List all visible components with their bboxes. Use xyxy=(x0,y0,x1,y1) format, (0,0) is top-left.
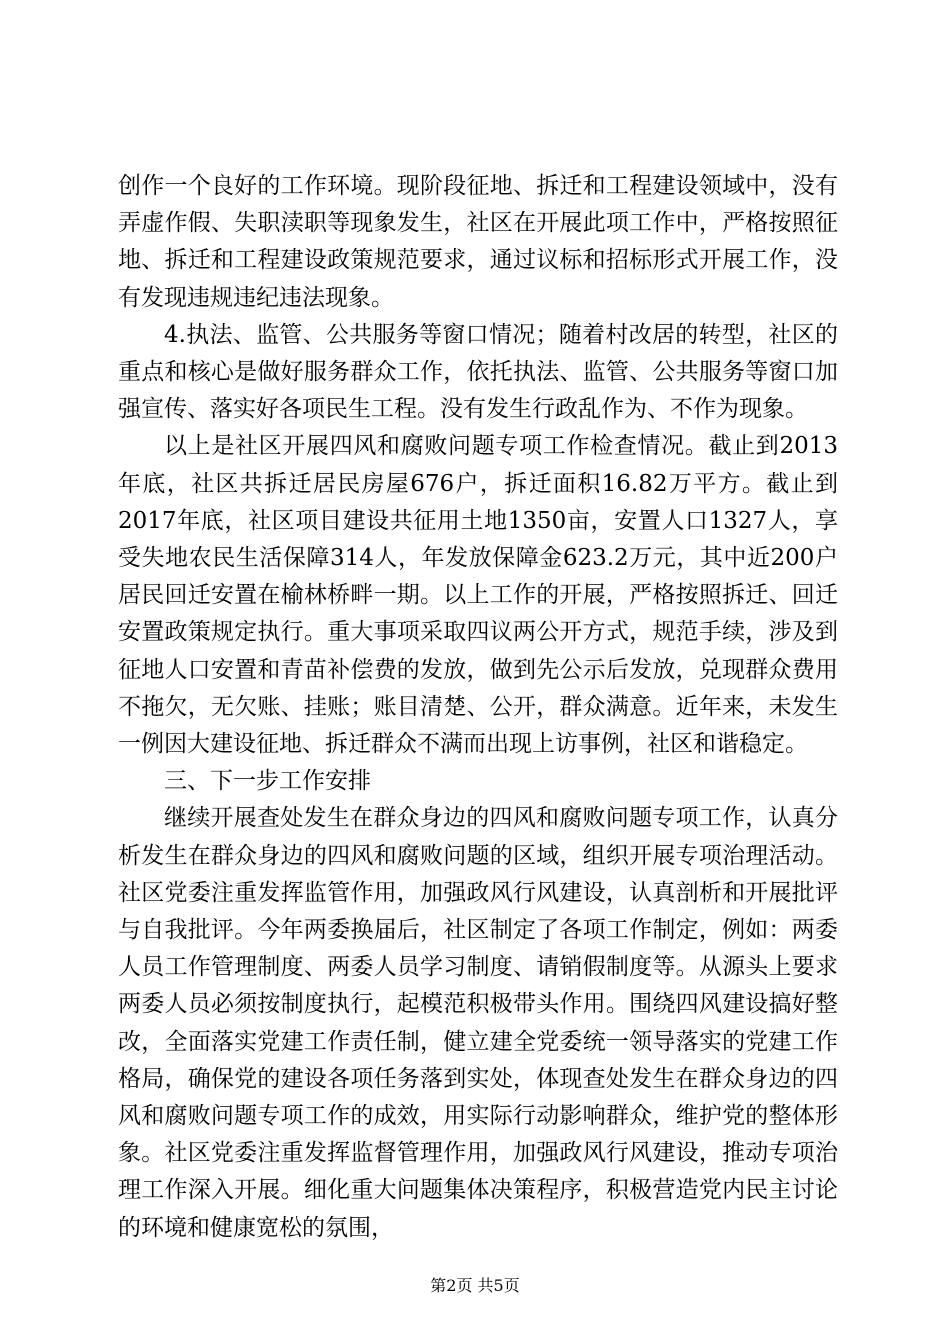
document-body xyxy=(118,168,838,1247)
paragraph-inspection-summary: 以上是社区开展四风和腐败问题专项工作检查情况。截止到2013年底，社区共拆迁居民房屋676户，拆迁面积16.82万平方。截止到2017年底，社区项目建设共征用土地1350亩，安置人口1327人，享受失地农民生活保障314人，年发放保障金623.2万元，其中近200户居民回迁安置在榆林桥畔一期。以上工作的开展，严格按照拆迁、回迁安置政策规定执行。重大事项采取四议两公开方式，规范手续，涉及到征地人口安置和青苗补偿费的发放，做到先公示后发放，兑现群众费用不拖欠，无欠账、挂账；账目清楚、公开，群众满意。近年来，未发生一例因大建设征地、拆迁群众不满而出现上访事例，社区和谐稳定。 xyxy=(118,433,838,758)
paragraph-window-services: 4.执法、监管、公共服务等窗口情况；随着村改居的转型，社区的重点和核心是做好服务群众工作，依托执法、监管、公共服务等窗口加强宣传、落实好各项民生工程。没有发生行政乱作为、不作为现象。 xyxy=(118,321,838,423)
page-number-footer: 第2页 共5页 xyxy=(430,1276,520,1295)
section-heading-next-steps: 三、下一步工作安排 xyxy=(164,768,371,795)
paragraph-continuation: 创作一个良好的工作环境。现阶段征地、拆迁和工程建设领域中，没有弄虚作假、失职渎职等现象发生，社区在开展此项工作中，严格按照征地、拆迁和工程建设政策规范要求，通过议标和招标形式开展工作，没有发现违规违纪违法现象。 xyxy=(118,173,838,311)
paragraph-next-steps: 继续开展查处发生在群众身边的四风和腐败问题专项工作，认真分析发生在群众身边的四风和腐败问题的区域，组织开展专项治理活动。社区党委注重发挥监管作用，加强政风行风建设，认真剖析和开展批评与自我批评。今年两委换届后，社区制定了各项工作制定，例如：两委人员工作管理制度、两委人员学习制度、请销假制度等。从源头上要求两委人员必须按制度执行，起模范积极带头作用。围绕四风建设搞好整改，全面落实党建工作责任制，健立建全党委统一领导落实的党建工作格局，确保党的建设各项任务落到实处，体现查处发生在群众身边的四风和腐败问题专项工作的成效，用实际行动影响群众，维护党的整体形象。社区党委注重发挥监督管理作用，加强政风行风建设，推动专项治理工作深入开展。细化重大问题集体决策程序，积极营造党内民主讨论的环境和健康宽松的氛围， xyxy=(118,805,838,1241)
